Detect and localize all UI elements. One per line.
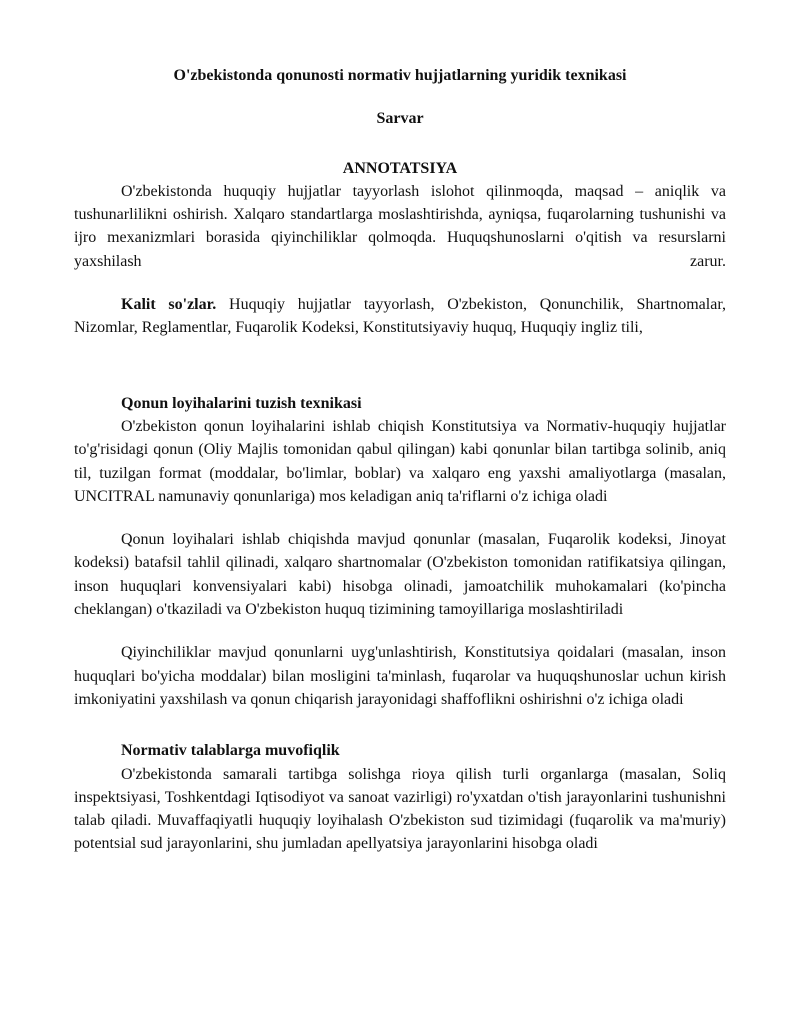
document-title: O'zbekistonda qonunosti normativ hujjatlarning yuridik texnikasi — [173, 67, 627, 84]
annotation-text: O'zbekistonda huquqiy hujjatlar tayyorlash islohot qilinmoqda, maqsad – aniqlik va tushunarlilikni oshirish. Xalqaro standartlarga moslashtirishda, ayniqsa, fuqarolarning tushunishi va ijro mexanizmlari borasida qiyinchiliklar qolmoqda. Huquqshunoslarni o'qitish va resurslarni yaxshilash zarur. — [74, 182, 726, 270]
author-name: Sarvar — [376, 110, 424, 128]
document-page — [74, 64, 726, 856]
section1-paragraph-2: Qonun loyihalari ishlab chiqishda mavjud qonunlar (masalan, Fuqarolik kodeksi, Jinoyat kodeksi) batafsil tahlil qilinadi, xalqaro shartnomalar (O'zbekiston tomonidan ratifikatsiya qilingan, inson huquqlari konvensiyalari kabi) hisobga olinadi, jamoatchilik muhokamalari (ko'pincha cheklangan) o'tkaziladi va O'zbekiston huquq tizimining tamoyillariga moslashtiriladi — [74, 531, 726, 619]
annotation-heading: ANNOTATSIYA — [342, 159, 458, 177]
section-heading-compliance: Normativ talablarga muvofiqlik — [121, 742, 340, 760]
section1-paragraph-3: Qiyinchiliklar mavjud qonunlarni uyg'unlashtirish, Konstitutsiya qoidalari (masalan, inson huquqlari bo'yicha moddalar) bilan mosligini ta'minlash, fuqarolar va huquqshunoslar uchun kirish imkoniyatini yaxshilash va qonun chiqarish jarayonidagi shaffoflikni oshirishni o'z ichiga oladi — [74, 644, 726, 708]
keywords-text: Huquqiy hujjatlar tayyorlash, O'zbekiston, Qonunchilik, Shartnomalar, Nizomlar, Reglamentlar, Fuqarolik Kodeksi, Konstitutsiyaviy huquq, Huquqiy ingliz tili, — [74, 296, 727, 337]
section-heading-drafting: Qonun loyihalarini tuzish texnikasi — [121, 394, 362, 412]
section1-paragraph-1: O'zbekiston qonun loyihalarini ishlab chiqish Konstitutsiya va Normativ-huquqiy hujjatlar to'g'risidagi qonun (Oliy Majlis tomonidan qabul qilingan) kabi qonunlar bilan tartibga solinib, aniq til, tuzilgan format (moddalar, bo'limlar, boblar) va xalqaro eng yaxshi amaliyotlarga (masalan, UNCITRAL namunaviy qonunlariga) mos keladigan aniq ta'riflarni o'z ichiga oladi — [74, 417, 726, 505]
section2-paragraph-1: O'zbekistonda samarali tartibga solishga rioya qilish turli organlarga (masalan, Soliq inspektsiyasi, Toshkentdagi Iqtisodiyot va sanoat vazirligi) ro'yxatdan o'tish jarayonlarini tushunishni talab qiladi. Muvaffaqiyatli huquqiy loyihalash O'zbekiston sud tizimidagi (fuqarolik va ma'muriy) potentsial sud jarayonlarini, shu jumladan apellyatsiya jarayonlarini hisobga oladi — [74, 765, 726, 853]
keywords-label: Kalit so'zlar. — [121, 296, 217, 314]
keywords-paragraph — [74, 293, 726, 340]
